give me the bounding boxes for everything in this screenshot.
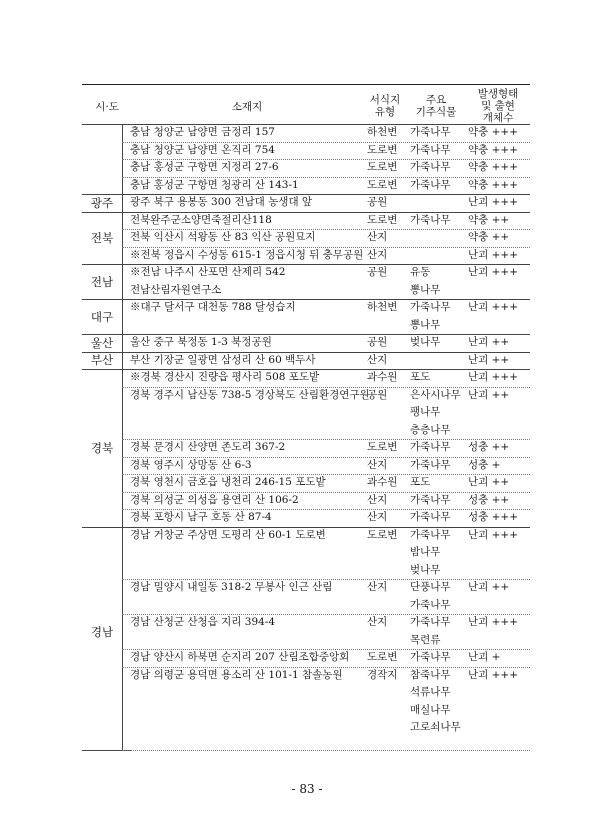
habitat-cell: 도로변	[367, 528, 398, 541]
host-plant-cell: 팽나무	[410, 406, 441, 418]
region-cell: 경북	[90, 440, 114, 455]
row-divider	[122, 439, 530, 440]
habitat-cell: 산지	[367, 231, 388, 243]
row-divider	[122, 229, 530, 230]
host-plant-cell: 고로쇠나무	[410, 721, 461, 733]
location-cell: 경남 산청군 산청읍 지리 394-4	[130, 616, 276, 628]
location-cell: ※전북 정읍시 수성동 615-1 정읍시청 뒤 충무공원	[130, 248, 364, 261]
location-cell: 경북 경주시 남산동 738-5 경상북도 산림환경연구원	[130, 388, 370, 401]
host-plant-cell: 매실나무	[410, 703, 451, 716]
habitat-cell: 과수원	[367, 476, 398, 488]
habitat-cell: 공원	[367, 388, 388, 401]
habitat-cell: 산지	[367, 581, 388, 593]
status-cell: 난괴 ++	[468, 581, 510, 593]
region-cell: 경남	[90, 624, 114, 639]
location-cell: 충남 청양군 남양면 온직리 754	[130, 143, 275, 156]
status-cell: 약충 +++	[468, 143, 519, 156]
region-cell: 전북	[90, 230, 114, 245]
status-cell: 난괴 +	[468, 651, 501, 663]
region-cell: 울산	[90, 335, 114, 350]
host-plant-cell: 가죽나무	[410, 511, 451, 523]
habitat-cell: 도로변	[367, 213, 398, 226]
host-plant-cell: 포도	[410, 476, 431, 488]
habitat-cell: 산지	[367, 511, 388, 523]
row-divider	[122, 509, 530, 510]
region-cell: 전남	[90, 274, 114, 289]
status-cell: 난괴 +++	[468, 668, 519, 681]
row-divider	[122, 247, 530, 248]
location-cell: 충남 홍성군 구항면 지정리 27-6	[130, 161, 279, 173]
row-divider	[122, 177, 530, 178]
habitat-cell: 도로변	[367, 143, 398, 156]
status-cell: 성충 +	[468, 458, 501, 471]
header-bottom-rule	[82, 124, 530, 125]
host-plant-cell: 가죽나무	[410, 651, 451, 663]
status-cell: 난괴 +++	[468, 248, 519, 261]
host-plant-cell: 층층나무	[410, 423, 451, 436]
status-cell: 약충 ++	[468, 231, 510, 243]
header-host: 주요 기주식물	[415, 94, 457, 118]
host-plant-cell: 가죽나무	[410, 458, 451, 471]
habitat-cell: 공원	[367, 196, 388, 208]
habitat-cell: 하천변	[367, 126, 398, 138]
location-cell: 충남 청양군 남양면 금정리 157	[130, 126, 275, 138]
status-cell: 성충 ++	[468, 493, 510, 506]
host-plant-cell: 목련류	[410, 633, 441, 646]
status-cell: 난괴 +++	[468, 301, 519, 313]
region-cell: 대구	[90, 309, 114, 324]
habitat-cell: 공원	[367, 266, 388, 278]
region-cell: 부산	[90, 353, 114, 368]
row-divider	[122, 492, 530, 493]
habitat-cell: 산지	[367, 353, 388, 366]
status-cell: 난괴 ++	[468, 476, 510, 488]
host-plant-cell: 가죽나무	[410, 301, 451, 313]
group-divider	[82, 212, 530, 213]
group-divider	[82, 352, 530, 353]
location-cell: 경남 의령군 용덕면 용소리 산 101-1 참솔농원	[130, 668, 343, 681]
habitat-cell: 하천변	[367, 301, 398, 313]
status-cell: 난괴 +++	[468, 371, 519, 383]
location-cell: 경북 영주시 상망동 산 6-3	[130, 458, 252, 471]
location-cell: ※전남 나주시 산포면 산제리 542	[130, 266, 286, 278]
row-divider	[122, 159, 530, 160]
header-region: 시·도	[95, 101, 119, 113]
group-divider	[82, 334, 530, 335]
host-plant-cell: 가죽나무	[410, 143, 451, 156]
row-divider	[122, 457, 530, 458]
location-cell: 경북 의성군 의성읍 용연리 산 106-2	[130, 493, 299, 506]
host-plant-cell: 석류나무	[410, 686, 451, 698]
row-divider	[122, 387, 530, 388]
host-plant-cell: 가죽나무	[410, 178, 451, 191]
status-cell: 난괴 ++	[468, 353, 510, 366]
host-plant-cell: 가죽나무	[410, 441, 451, 453]
host-plant-cell: 단풍나무	[410, 581, 451, 593]
location-cell: 충남 홍성군 구항면 청광리 산 143-1	[130, 178, 299, 191]
table-top-rule	[82, 84, 530, 85]
header-status: 발생형태 및 출현 개체수	[477, 88, 519, 124]
group-divider	[82, 264, 530, 265]
status-cell: 난괴 +++	[468, 266, 519, 278]
row-divider	[122, 614, 530, 615]
habitat-cell: 산지	[367, 616, 388, 628]
habitat-cell: 도로변	[367, 441, 398, 453]
habitat-cell: 산지	[367, 458, 388, 471]
host-plant-cell: 가죽나무	[410, 161, 451, 173]
host-plant-cell: 벚나무	[410, 336, 441, 348]
host-plant-cell: 가죽나무	[410, 616, 451, 628]
host-plant-cell: 가죽나무	[410, 213, 451, 226]
region-column-divider	[122, 124, 123, 750]
location-cell: 울산 중구 북정동 1-3 북정공원	[130, 336, 272, 348]
location-cell: 경북 영천시 금호읍 냉천리 246-15 포도밭	[130, 476, 326, 488]
host-plant-cell: 유동	[410, 266, 431, 278]
location-cell: 전북완주군소양면죽절리산118	[130, 213, 272, 226]
status-cell: 난괴 +++	[468, 616, 519, 628]
header-location: 소재지	[231, 101, 263, 113]
row-divider	[122, 649, 530, 650]
habitat-cell: 과수원	[367, 371, 398, 383]
host-plant-cell: 포도	[410, 371, 431, 383]
location-cell: 광주 북구 용봉동 300 전남대 농생대 앞	[130, 196, 313, 208]
status-cell: 성충 ++	[468, 441, 510, 453]
habitat-cell: 도로변	[367, 651, 398, 663]
location-cell: 경남 거창군 주상면 도평리 산 60-1 도로변	[130, 528, 326, 541]
location-cell: 전북 익산시 석왕동 산 83 익산 공원묘지	[130, 231, 316, 243]
host-plant-cell: 밤나무	[410, 546, 441, 558]
status-cell: 약충 ++	[468, 213, 510, 226]
habitat-cell: 도로변	[367, 161, 398, 173]
group-divider	[82, 194, 530, 195]
host-plant-cell: 뽕나무	[410, 318, 441, 331]
host-plant-cell: 뽕나무	[410, 283, 441, 296]
host-plant-cell: 가죽나무	[410, 528, 451, 541]
location-cell: 경남 밀양시 내일동 318-2 무봉사 인근 산림	[130, 581, 333, 593]
habitat-cell: 산지	[367, 248, 388, 261]
header-habitat: 서식지 유형	[369, 94, 401, 118]
group-divider	[82, 527, 530, 528]
host-plant-cell: 은사시나무	[410, 388, 461, 401]
group-divider	[82, 299, 530, 300]
table-bottom-dash	[122, 750, 530, 751]
row-divider	[122, 579, 530, 580]
location-cell: ※대구 달서구 대천동 788 달성습지	[130, 301, 296, 313]
status-cell: 난괴 +++	[468, 528, 519, 541]
status-cell: 난괴 ++	[468, 336, 510, 348]
habitat-cell: 도로변	[367, 178, 398, 191]
host-plant-cell: 가죽나무	[410, 493, 451, 506]
row-divider	[122, 142, 530, 143]
status-cell: 약충 +++	[468, 126, 519, 138]
status-cell: 난괴 ++	[468, 388, 510, 401]
location-cell-line2: 전남산림자원연구소	[130, 283, 222, 296]
region-cell: 광주	[90, 195, 114, 210]
row-divider	[122, 474, 530, 475]
status-cell: 난괴 +++	[468, 196, 519, 208]
group-divider	[82, 369, 530, 370]
page-number: - 83 -	[291, 782, 323, 796]
location-cell: 경남 양산시 하북면 순지리 207 산림조합중앙회	[130, 651, 350, 663]
habitat-cell: 경작지	[367, 668, 398, 681]
habitat-cell: 공원	[367, 336, 388, 348]
habitat-cell: 산지	[367, 493, 388, 506]
location-cell: 경북 문경시 산양면 존도리 367-2	[130, 441, 286, 453]
host-plant-cell: 가죽나무	[410, 126, 451, 138]
location-cell: 부산 기장군 일광면 삼성리 산 60 백두사	[130, 353, 316, 366]
location-cell: ※경북 경산시 진량읍 평사리 508 포도밭	[130, 371, 320, 383]
status-cell: 약충 +++	[468, 161, 519, 173]
row-divider	[122, 667, 530, 668]
host-plant-cell: 가죽나무	[410, 598, 451, 611]
status-cell: 성충 +++	[468, 511, 519, 523]
location-cell: 경북 포항시 남구 호동 산 87-4	[130, 511, 272, 523]
status-cell: 약충 +++	[468, 178, 519, 191]
host-plant-cell: 참죽나무	[410, 668, 451, 681]
host-plant-cell: 벚나무	[410, 563, 441, 576]
